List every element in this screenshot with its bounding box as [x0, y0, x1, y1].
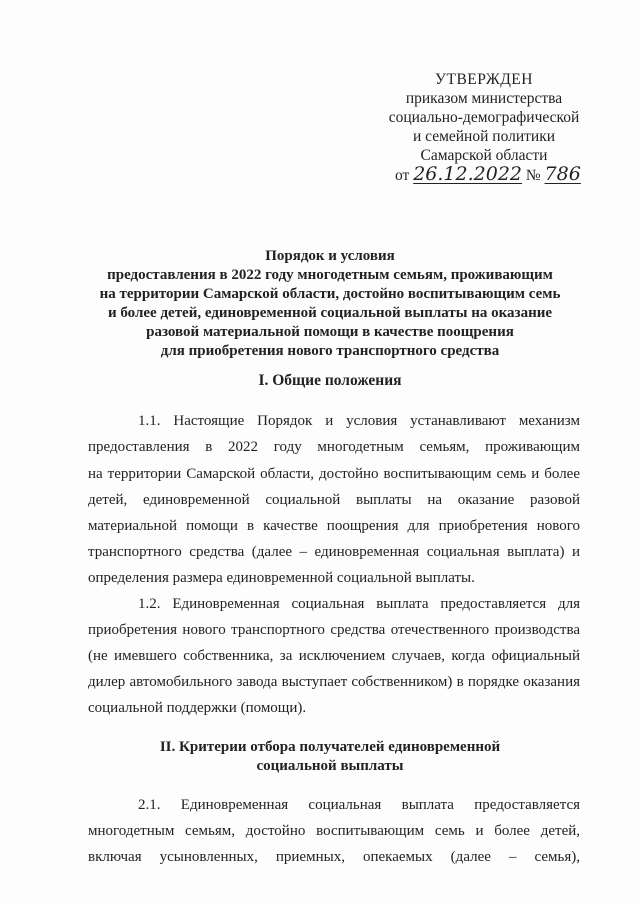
paragraph-line: на территории Самарской области, достойно воспитывающим семь и более	[88, 466, 580, 482]
section-2-heading-line: социальной выплаты	[256, 758, 404, 774]
paragraph-line: 2.1. Единовременная социальная выплата предоставляется	[138, 797, 580, 813]
paragraph-line: материальной помощи в качестве поощрения для приобретения нового	[88, 518, 580, 534]
approval-line: Самарской области	[420, 147, 548, 164]
paragraph-line: включая усыновленных, приемных, опекаемых (далее – семья),	[88, 849, 580, 865]
paragraph-line: социальной поддержки (помощи).	[88, 700, 307, 716]
title-line: для приобретения нового транспортного средства	[160, 343, 500, 359]
section-1-heading: I. Общие положения	[258, 372, 402, 389]
approval-line: социально-демографической	[388, 109, 580, 126]
paragraph-line: дилер автомобильного завода выступает собственником) в порядке оказания	[88, 674, 580, 690]
order-prefix: от	[395, 167, 410, 184]
approval-block	[384, 70, 584, 165]
section-2-heading-line: II. Критерии отбора получателей единовременной	[159, 739, 501, 755]
section-2-heading	[70, 738, 590, 776]
paragraph-line: 1.1. Настоящие Порядок и условия устанавливают механизм	[138, 413, 580, 429]
title-line: предоставления в 2022 году многодетным семьям, проживающим	[107, 267, 553, 283]
paragraph-line: приобретения нового транспортного средства отечественного производства	[88, 622, 580, 638]
title-line: Порядок и условия	[265, 248, 395, 264]
approval-heading: УТВЕРЖДЕН	[435, 71, 533, 88]
paragraph-line: детей, единовременной социальной выплаты на оказание разовой	[88, 492, 580, 508]
title-line: разовой материальной помощи в качестве поощрения	[146, 324, 514, 340]
paragraph-line: предоставления в 2022 году многодетным семьям, проживающим	[88, 439, 580, 455]
paragraph-line: многодетным семьям, достойно воспитывающим семь и более детей,	[88, 823, 580, 839]
paragraph-line: 1.2. Единовременная социальная выплата предоставляется для	[138, 596, 580, 612]
paragraph-line: определения размера единовременной социальной выплаты.	[88, 570, 475, 586]
document-title	[70, 247, 590, 361]
paragraph-line: (не имевшего собственника, за исключением случаев, когда официальный	[88, 648, 580, 664]
approval-line: и семейной политики	[412, 128, 556, 145]
order-reference	[395, 163, 595, 185]
approval-line: приказом министерства	[405, 90, 563, 107]
order-number: 786	[544, 163, 581, 185]
order-date: 26.12.2022	[413, 163, 522, 185]
paragraph-line: транспортного средства (далее – единовременная социальная выплата) и	[88, 544, 580, 560]
order-number-label: №	[525, 167, 541, 184]
title-line: и более детей, единовременной социальной выплаты на оказание	[107, 305, 553, 321]
title-line: на территории Самарской области, достойно воспитывающим семь	[99, 286, 561, 302]
